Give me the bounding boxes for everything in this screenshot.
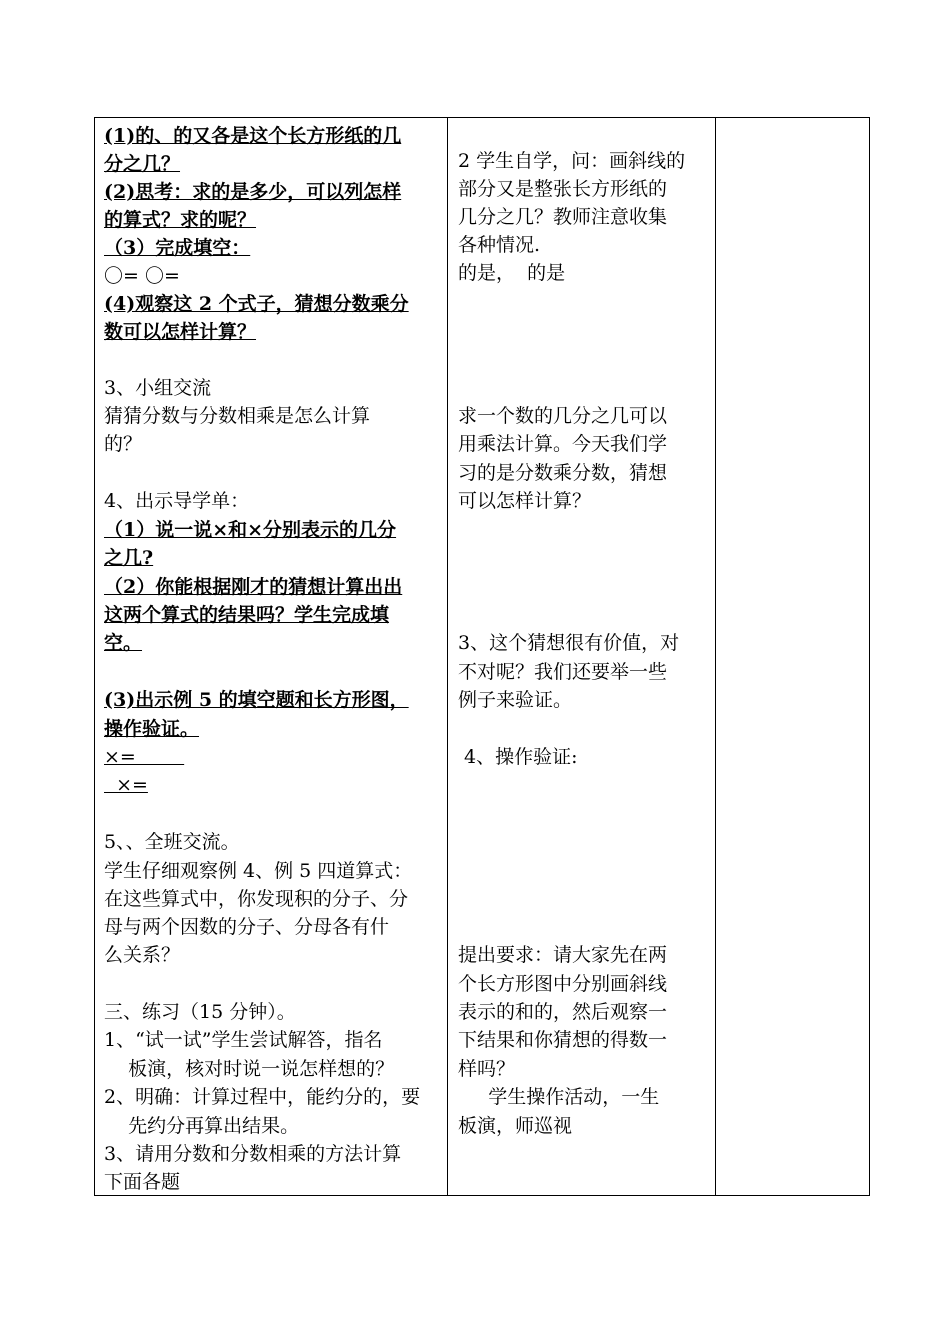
left-line: 么关系？: [104, 944, 181, 966]
left-line: 下面各题: [104, 1171, 181, 1193]
teacher-guidance-cell: [448, 118, 716, 1196]
middle-line: 部分又是整张长方形纸的: [458, 178, 668, 200]
middle-line: 求一个数的几分之几可以: [458, 405, 668, 427]
left-line: 分之几？: [104, 153, 181, 175]
left-line: (2)思考：求的是多少，可以列怎样: [104, 181, 402, 203]
left-line: 母与两个因数的分子、分母各有什: [104, 916, 390, 938]
table-row: [95, 118, 870, 1196]
middle-line: 学生操作活动，一生: [458, 1086, 660, 1108]
middle-line: 各种情况.: [458, 234, 541, 256]
left-line: 5、、全班交流。: [104, 831, 240, 853]
left-line: 4、出示导学单：: [104, 490, 250, 512]
left-line: 的算式？求的呢？: [104, 209, 257, 231]
middle-line: 表示的和的，然后观察一: [458, 1001, 668, 1023]
left-line: 之几?: [104, 547, 154, 569]
middle-line: 可以怎样计算？: [458, 490, 592, 512]
left-line: 空。: [104, 632, 143, 654]
middle-line: 的是， 的是: [458, 262, 566, 284]
left-line: （2）你能根据刚才的猜想计算出出: [104, 576, 403, 598]
left-line: ×=: [104, 746, 185, 768]
left-line: (3)出示例 5 的填空题和长方形图，: [104, 689, 409, 711]
left-line: 2、明确：计算过程中，能约分的，要: [104, 1086, 421, 1108]
middle-line: 个长方形图中分别画斜线: [458, 973, 668, 995]
left-line: ×=: [104, 774, 148, 796]
left-line: 学生仔细观察例 4、例 5 四道算式：: [104, 860, 413, 882]
left-line: 板演，核对时说一说怎样想的？: [104, 1058, 395, 1080]
middle-line: 4、操作验证:: [458, 746, 578, 768]
notes-cell: [716, 118, 870, 1196]
left-line: 1、“试一试”学生尝试解答，指名: [104, 1029, 383, 1051]
middle-line: 例子来验证。: [458, 689, 573, 711]
middle-line: 3、这个猜想很有价值，对: [458, 632, 680, 654]
left-line: (1)的、的又各是这个长方形纸的几: [104, 125, 402, 147]
left-line: 〇= 〇=: [104, 265, 180, 287]
middle-line: 2 学生自学，问：画斜线的: [458, 150, 686, 172]
middle-line: 用乘法计算。今天我们学: [458, 433, 668, 455]
lesson-plan-table: [94, 117, 870, 1196]
left-line: 操作验证。: [104, 718, 200, 740]
left-line: （1）说一说×和×分别表示的几分: [104, 519, 397, 541]
left-line: 数可以怎样计算？: [104, 321, 257, 343]
left-line: 先约分再算出结果。: [104, 1115, 300, 1137]
middle-line: 习的是分数乘分数，猜想: [458, 462, 668, 484]
left-line: 3、小组交流: [104, 377, 212, 399]
left-line: 猜猜分数与分数相乘是怎么计算: [104, 405, 371, 427]
left-line: 这两个算式的结果吗？学生完成填: [104, 604, 390, 626]
middle-line: 提出要求：请大家先在两: [458, 944, 668, 966]
middle-line: 板演，师巡视: [458, 1115, 573, 1137]
middle-line: 样吗？: [458, 1058, 516, 1080]
left-line: 3、请用分数和分数相乘的方法计算: [104, 1143, 402, 1165]
left-line: (4)观察这 2 个式子，猜想分数乘分: [104, 293, 409, 315]
middle-line: 几分之几？教师注意收集: [458, 206, 668, 228]
left-line: 的？: [104, 433, 143, 455]
middle-line: 下结果和你猜想的得数一: [458, 1029, 668, 1051]
left-line: 三、练习（15 分钟）。: [104, 1001, 296, 1023]
left-line: （3）完成填空：: [104, 237, 251, 259]
middle-line: 不对呢？我们还要举一些: [458, 661, 668, 683]
left-line: 在这些算式中，你发现积的分子、分: [104, 888, 409, 910]
teaching-process-cell: [95, 118, 448, 1196]
